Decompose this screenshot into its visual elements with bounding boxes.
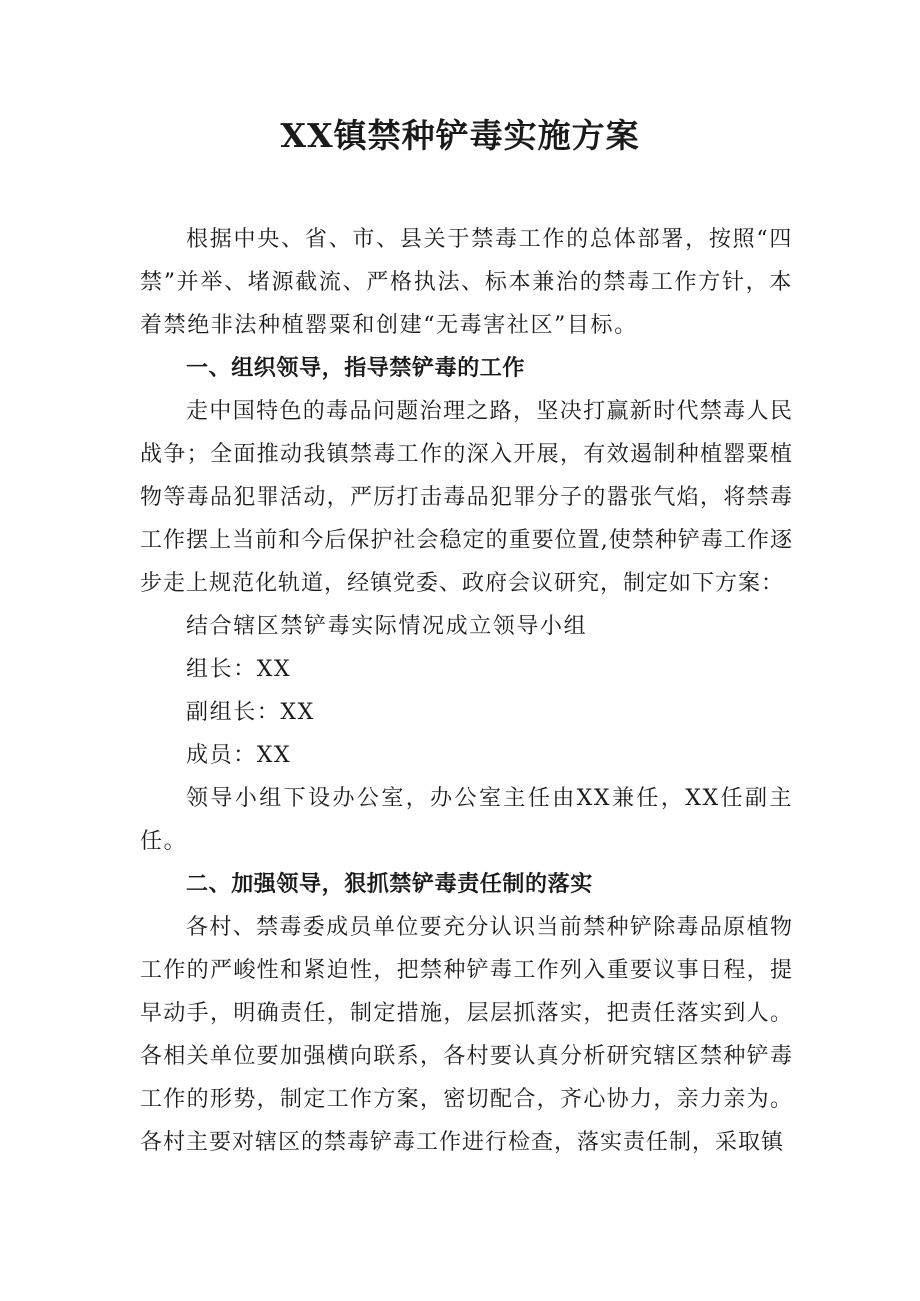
office-paragraph: 领导小组下设办公室，办公室主任由XX兼任，XX任副主任。 <box>140 786 793 854</box>
members-line: 成员：XX <box>186 743 292 768</box>
group-leader-line: 组长：XX <box>186 657 292 682</box>
intro-paragraph: 根据中央、省、市、县关于禁毒工作的总体部署，按照“四禁”并举、堵源截流、严格执法、标本兼治的禁毒工作方针，本着禁绝非法种植罂粟和创建“无毒害社区”目标。 <box>140 227 793 338</box>
section-2-paragraph: 各村、禁毒委成员单位要充分认识当前禁种铲除毒品原植物工作的严峻性和紧迫性，把禁种铲毒工作列入重要议事日程，提早动手，明确责任，制定措施，层层抓落实，把责任落实到人。各相关单位要加强横向联系，各村要认真分析研究辖区禁种铲毒工作的形势，制定工作方案，密切配合，齐心协力，亲力亲为。各村主要对辖区的禁毒铲毒工作进行检查，落实责任制，采取镇 <box>140 915 793 1155</box>
section-heading-1: 一、组织领导，指导禁铲毒的工作 <box>186 356 526 381</box>
section-heading-2: 二、加强领导，狠抓禁铲毒责任制的落实 <box>186 872 593 897</box>
document-body <box>140 218 793 1164</box>
section-1-paragraph: 走中国特色的毒品问题治理之路，坚决打赢新时代禁毒人民战争；全面推动我镇禁毒工作的深入开展，有效遏制种植罂粟植物等毒品犯罪活动，严厉打击毒品犯罪分子的嚣张气焰，将禁毒工作摆上当前和今后保护社会稳定的重要位置,使禁种铲毒工作逐步走上规范化轨道，经镇党委、政府会议研究，制定如下方案： <box>140 399 793 596</box>
deputy-leader-line: 副组长：XX <box>186 700 315 725</box>
leadership-group-paragraph: 结合辖区禁铲毒实际情况成立领导小组 <box>186 614 588 639</box>
document-title: XX镇禁种铲毒实施方案 <box>280 116 640 155</box>
